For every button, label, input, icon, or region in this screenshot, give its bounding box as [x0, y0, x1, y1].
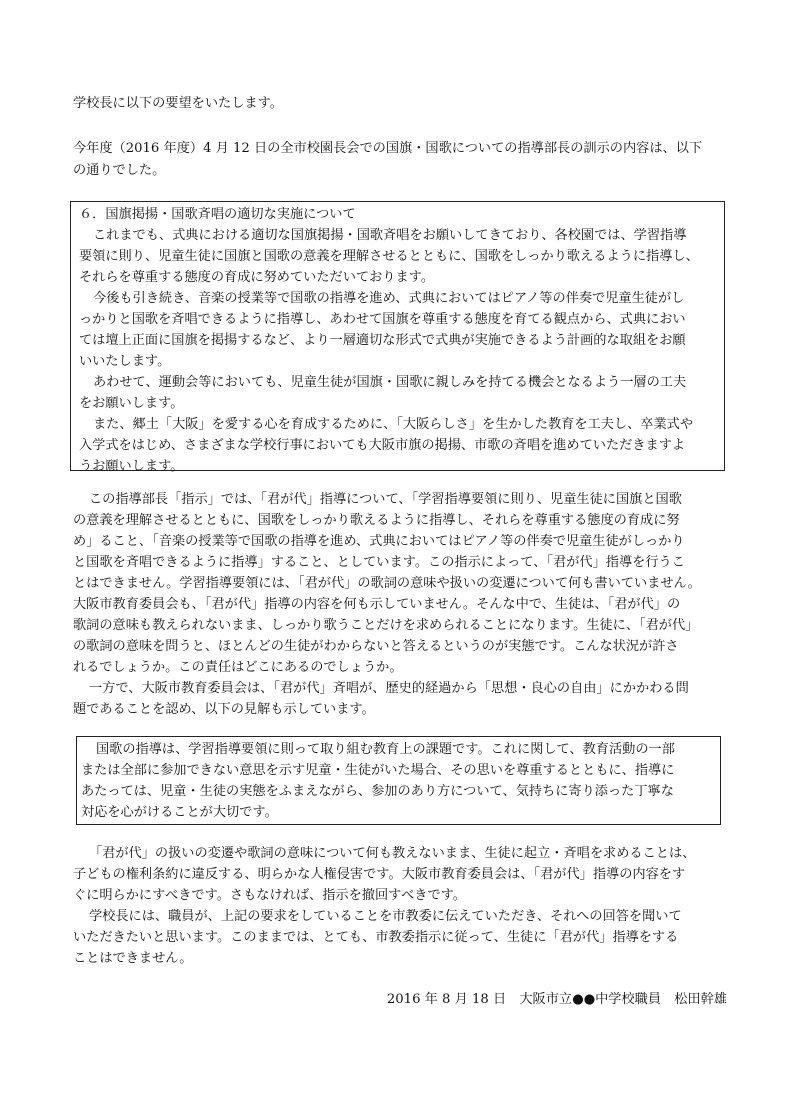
para2-line: れるでしょうか。この責任はどこにあるのでしょうか。: [73, 660, 403, 675]
intro-line: 学校長に以下の要望をいたします。: [73, 96, 283, 111]
para2-line: の意義を理解させるとともに、国歌をしっかり歌えるように指導し、それらを尊重する態度の育成に努: [73, 513, 680, 528]
para1-line-2: の通りでした。: [73, 163, 166, 178]
para2-line: 歌詞の意味も教えられないまま、しっかり歌うことだけを求められることになります。生徒に、「君が代」: [73, 618, 699, 633]
para3-line: 子どもの権利条約に違反する、明らかな人権侵害です。大阪市教育委員会は、「君が代」指導の内容をす: [73, 867, 686, 882]
directive-line: あわせて、運動会等においても、児童生徒が国旗・国歌に親しみを持てる機会となるよう一層の工夫: [93, 375, 687, 390]
board-view-line: あたっては、児童・生徒の実態をふまえながら、参加のあり方について、気持ちに寄り添った丁寧な: [81, 784, 674, 799]
directive-line: ては壇上正面に国旗を掲揚するなど、より一層適切な形式で式典が実施できるよう計画的な取組をお願: [79, 333, 686, 348]
para2-line: の歌詞の意味を問うと、ほとんどの生徒がわからないと答えるというのが実態です。こんな状況が許さ: [73, 639, 679, 654]
para3-line: 学校長には、職員が、上記の要求をしていることを市教委に伝えていただき、それへの回答を聞いて: [89, 909, 682, 924]
para3-line: ことはできません。: [73, 951, 193, 966]
directive-line: っかりと国歌を斉唱できるように指導し、あわせて国旗を尊重する態度を育てる観点から、式典におい: [79, 312, 686, 327]
para3-line: 「君が代」の扱いの変遷や歌詞の意味について何も教えないまま、生徒に起立・斉唱を求めることは、: [89, 846, 696, 861]
para3-line: いただきたいと思います。このままでは、とても、市教委指示に従って、生徒に「君が代」指導をする: [73, 930, 679, 945]
directive-line: それらを尊重する態度の育成に努めていただいております。: [79, 270, 435, 285]
directive-line: 入学式をはじめ、さまざまな学校行事においても大阪市旗の掲揚、市歌の斉唱を進めていただきますよ: [79, 438, 686, 453]
para2-line: とはできません。学習指導要領には、「君が代」の歌詞の意味や扱いの変遷について何も書いていません。: [73, 576, 701, 591]
board-view-line: 国歌の指導は、学習指導要領に則って取り組む教育上の課題です。これに関して、教育活動の一部: [96, 742, 675, 757]
directive-heading: ６．国旗掲揚・国歌斉唱の適切な実施について: [79, 207, 356, 222]
directive-line: うお願いします。: [79, 459, 184, 474]
board-view-line: または全部に参加できない意思を示す児童・生徒がいた場合、その思いを尊重するとともに、指導に: [81, 763, 675, 778]
directive-line: をお願いします。: [79, 396, 184, 411]
directive-line: 今後も引き続き、音楽の授業等で国歌の指導を進め、式典においてはピアノ等の伴奏で児童生徒がし: [93, 291, 685, 306]
para2-line: と国歌を斉唱できるように指導」すること、としています。この指示によって、「君が代」指導を行うこ: [73, 555, 685, 570]
para1-line-1: 今年度（2016 年度）4 月 12 日の全市校園長会での国旗・国歌についての指導部長の訓示の内容は、以下: [73, 141, 703, 156]
para2-line: め」ること、「音楽の授業等で国歌の指導を進め、式典においてはピアノ等の伴奏で児童生徒がしっかり: [73, 534, 685, 549]
para2-line: この指導部長「指示」では、「君が代」指導について、「学習指導要領に則り、児童生徒に国旗と国歌: [89, 492, 682, 507]
directive-line: これまでも、式典における適切な国旗掲揚・国歌斉唱をお願いしてきており、各校園では、学習指導: [93, 228, 687, 243]
para2-line: 題であることを認め、以下の見解も示しています。: [73, 702, 375, 717]
directive-line: また、郷土「大阪」を愛する心を育成するために、「大阪らしさ」を生かした教育を工夫し、卒業式や: [93, 417, 694, 432]
para2-line: 一方で、大阪市教育委員会は、「君が代」斉唱が、歴史的経過から「思想・良心の自由」にかかわる問: [89, 681, 689, 696]
signature-line: 2016 年 8 月 18 日 大阪市立●●中学校職員 松田幹雄: [386, 992, 727, 1007]
directive-line: いいたします。: [79, 354, 171, 369]
para3-line: ぐに明らかにすべきです。さもなければ、指示を撤回すべきです。: [73, 888, 466, 903]
para2-line: 大阪市教育委員会も、「君が代」指導の内容を何も示していません。そんな中で、生徒は、「君が代」の: [73, 597, 681, 612]
board-view-line: 対応を心がけることが大切です。: [81, 805, 278, 820]
directive-line: 要領に則り、児童生徒に国旗と国歌の意義を理解させるとともに、国歌をしっかり歌えるように指導し、: [79, 249, 699, 264]
